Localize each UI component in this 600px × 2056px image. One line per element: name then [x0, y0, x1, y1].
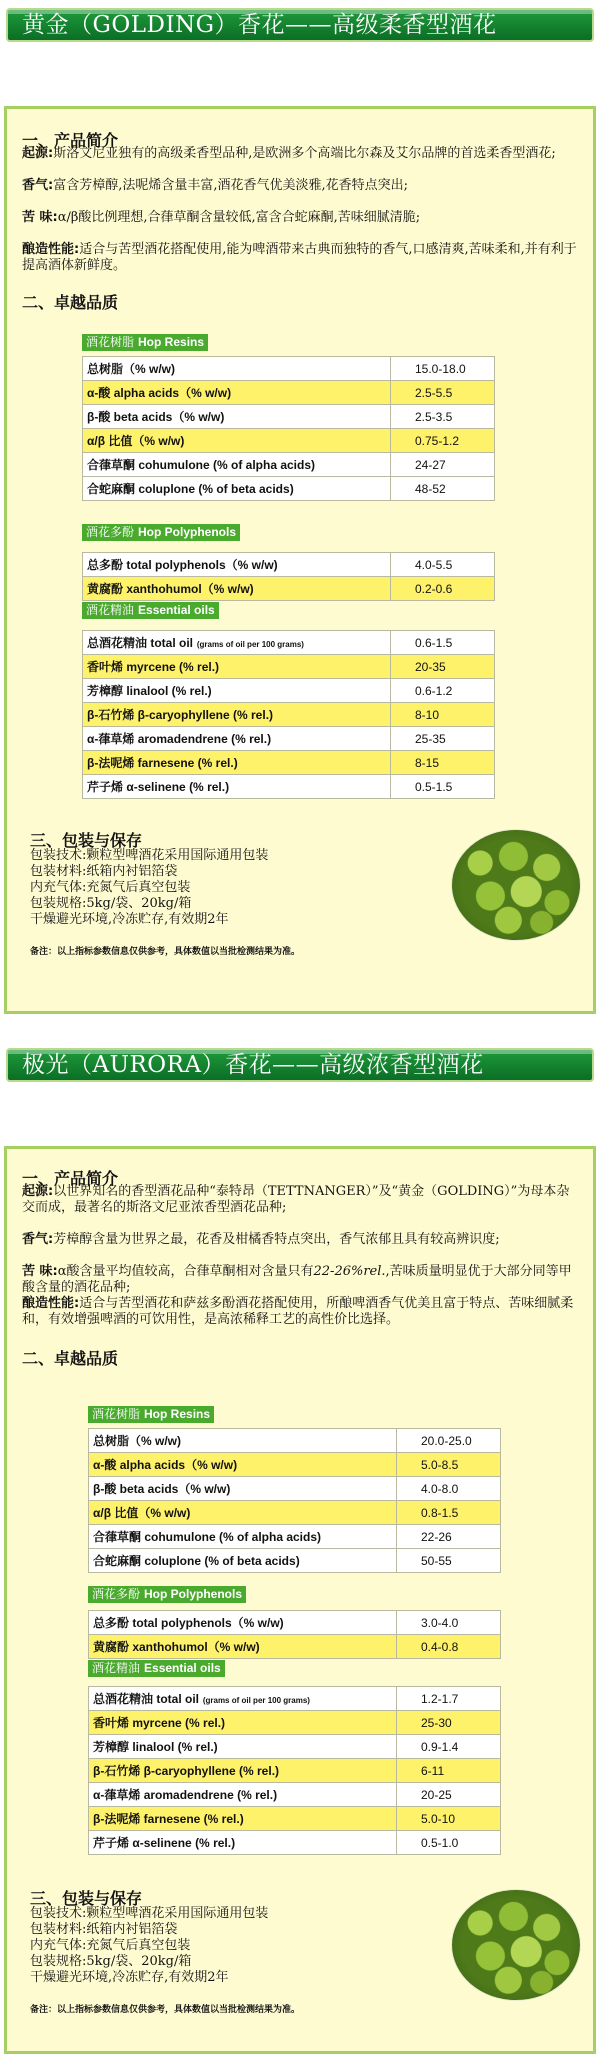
- table-body: [89, 1611, 501, 1659]
- param-name-cell: α-葎草烯 aromadendrene (% rel.): [89, 1783, 397, 1807]
- table-row: [83, 429, 495, 453]
- param-name-cell: 香叶烯 myrcene (% rel.): [89, 1711, 397, 1735]
- param-value-cell: 0.5-1.0: [397, 1831, 501, 1855]
- table-row: [89, 1635, 501, 1659]
- table-row: [89, 1501, 501, 1525]
- intro-brewing: 酿造性能:适合与苦型酒花和萨兹多酚酒花搭配使用，所酿啤酒香气优美且富于特点、苦味细腻柔和，有效增强啤酒的可饮用性，是高浓稀释工艺的高性价比选择。: [22, 1296, 574, 1327]
- intro-bitterness: 苦 味:α酸含量平均值较高，合葎草酮相对含量只有22-26%rel.,苦味质量明显优于大部分同等甲酸含量的酒花品种;: [22, 1264, 572, 1295]
- param-name-cell: α/β 比值（% w/w): [89, 1501, 397, 1525]
- essential-oils-table: [82, 630, 495, 799]
- param-name-cell: 总树脂（% w/w): [83, 357, 391, 381]
- intro-brewing: 酿造性能:适合与苦型酒花搭配使用,能为啤酒带来古典而独特的香气,口感清爽,苦味柔和,并有利于提高酒体新鲜度。: [22, 242, 577, 273]
- param-name-cell: 总树脂（% w/w): [89, 1429, 397, 1453]
- table-row: [83, 577, 495, 601]
- intro-heading: 一、产品简介: [22, 131, 119, 150]
- param-value-cell: 24-27: [391, 453, 495, 477]
- param-value-cell: 0.75-1.2: [391, 429, 495, 453]
- param-value-cell: 50-55: [397, 1549, 501, 1573]
- table-row: [83, 655, 495, 679]
- param-name-cell: β-法呢烯 farnesene (% rel.): [83, 751, 391, 775]
- param-value-cell: 20.0-25.0: [397, 1429, 501, 1453]
- param-name-cell: β-酸 beta acids（% w/w): [89, 1477, 397, 1501]
- intro-bitterness: 苦 味:α/β酸比例理想,合葎草酮含量较低,富含合蛇麻酮,苦味细腻清脆;: [22, 210, 421, 225]
- param-value-cell: 25-35: [391, 727, 495, 751]
- param-name-cell: β-酸 beta acids（% w/w): [83, 405, 391, 429]
- table-row: [89, 1429, 501, 1453]
- group-label-hop-resins: 酒花树脂 Hop Resins: [88, 1406, 214, 1423]
- param-name-cell: 合葎草酮 cohumulone (% of alpha acids): [83, 453, 391, 477]
- param-name-cell: α/β 比值（% w/w): [83, 429, 391, 453]
- param-value-cell: 4.0-8.0: [397, 1477, 501, 1501]
- param-name-cell: α-葎草烯 aromadendrene (% rel.): [83, 727, 391, 751]
- hop-polyphenols-table: [82, 552, 495, 601]
- group-label-hop-polyphenols: 酒花多酚 Hop Polyphenols: [88, 1586, 246, 1603]
- param-value-cell: 2.5-3.5: [391, 405, 495, 429]
- pack-heading: 三、包装与保存: [30, 1889, 143, 1908]
- hop-polyphenols-table: [88, 1610, 501, 1659]
- param-value-cell: 20-35: [391, 655, 495, 679]
- golding-section: [0, 0, 600, 1010]
- group-label-hop-resins: 酒花树脂 Hop Resins: [82, 334, 208, 351]
- hop-pellets-image: [452, 1890, 580, 2000]
- param-name-cell: α-酸 alpha acids（% w/w): [83, 381, 391, 405]
- intro-origin: 起源:以世界知名的香型酒花品种“泰特昂（TETTNANGER）”及“黄金（GOLDING）”为母本杂交而成，最著名的斯洛文尼亚浓香型酒花品种;: [22, 1184, 570, 1215]
- param-name-cell: 总多酚 total polyphenols（% w/w): [89, 1611, 397, 1635]
- param-value-cell: 20-25: [397, 1783, 501, 1807]
- param-name-cell: 香叶烯 myrcene (% rel.): [83, 655, 391, 679]
- group-label-essential-oils: 酒花精油 Essential oils: [82, 602, 219, 619]
- essential-oils-table: [88, 1686, 501, 1855]
- table-row: [83, 703, 495, 727]
- table-row: [83, 405, 495, 429]
- param-value-cell: 1.2-1.7: [397, 1687, 501, 1711]
- pack-lines: 包装技术:颗粒型啤酒花采用国际通用包装 包装材料:纸箱内衬铝箔袋 内充气体:充氮气后真空包装 包装规格:5kg/袋、20kg/箱 干燥避光环境,冷冻贮存,有效期2年: [30, 848, 269, 927]
- param-value-cell: 0.6-1.2: [391, 679, 495, 703]
- param-name-cell: 合蛇麻酮 coluplone (% of beta acids): [89, 1549, 397, 1573]
- param-value-cell: 6-11: [397, 1759, 501, 1783]
- table-row: [89, 1783, 501, 1807]
- param-name-cell: 总酒花精油 total oil (grams of oil per 100 grams): [89, 1687, 397, 1711]
- param-value-cell: 4.0-5.5: [391, 553, 495, 577]
- param-name-cell: 黄腐酚 xanthohumol（% w/w): [83, 577, 391, 601]
- table-row: [89, 1687, 501, 1711]
- param-value-cell: 0.9-1.4: [397, 1735, 501, 1759]
- table-row: [89, 1831, 501, 1855]
- param-value-cell: 48-52: [391, 477, 495, 501]
- param-name-cell: 芹子烯 α-selinene (% rel.): [89, 1831, 397, 1855]
- param-value-cell: 15.0-18.0: [391, 357, 495, 381]
- table-row: [89, 1807, 501, 1831]
- table-row: [83, 453, 495, 477]
- param-value-cell: 0.6-1.5: [391, 631, 495, 655]
- param-name-cell: β-法呢烯 farnesene (% rel.): [89, 1807, 397, 1831]
- hop-resins-table: [88, 1428, 501, 1573]
- table-row: [89, 1611, 501, 1635]
- intro-aroma: 香气:芳樟醇含量为世界之最，花香及柑橘香特点突出，香气浓郁且具有较高辨识度;: [22, 1232, 500, 1247]
- table-body: [83, 357, 495, 501]
- table-row: [89, 1525, 501, 1549]
- param-value-cell: 0.8-1.5: [397, 1501, 501, 1525]
- param-name-cell: 合蛇麻酮 coluplone (% of beta acids): [83, 477, 391, 501]
- pack-lines: 包装技术:颗粒型啤酒花采用国际通用包装 包装材料:纸箱内衬铝箔袋 内充气体:充氮气后真空包装 包装规格:5kg/袋、20kg/箱 干燥避光环境,冷冻贮存,有效期2年: [30, 1906, 269, 1985]
- aurora-section: [0, 1040, 600, 2056]
- section-title: 黄金（GOLDING）香花——高级柔香型酒花: [6, 8, 594, 42]
- param-name-cell: 黄腐酚 xanthohumol（% w/w): [89, 1635, 397, 1659]
- pack-heading: 三、包装与保存: [30, 831, 143, 850]
- param-name-cell: 总酒花精油 total oil (grams of oil per 100 grams): [83, 631, 391, 655]
- table-row: [89, 1477, 501, 1501]
- param-name-cell: 芳樟醇 linalool (% rel.): [83, 679, 391, 703]
- table-row: [83, 751, 495, 775]
- param-name-cell: α-酸 alpha acids（% w/w): [89, 1453, 397, 1477]
- hop-resins-table: [82, 356, 495, 501]
- param-value-cell: 5.0-8.5: [397, 1453, 501, 1477]
- param-value-cell: 22-26: [397, 1525, 501, 1549]
- param-value-cell: 8-15: [391, 751, 495, 775]
- param-name-cell: β-石竹烯 β-caryophyllene (% rel.): [89, 1759, 397, 1783]
- quality-heading: 二、卓越品质: [22, 293, 119, 312]
- param-name-cell: 总多酚 total polyphenols（% w/w): [83, 553, 391, 577]
- group-label-essential-oils: 酒花精油 Essential oils: [88, 1660, 225, 1677]
- param-value-cell: 0.2-0.6: [391, 577, 495, 601]
- param-value-cell: 5.0-10: [397, 1807, 501, 1831]
- param-name-cell: 芳樟醇 linalool (% rel.): [89, 1735, 397, 1759]
- table-body: [83, 553, 495, 601]
- table-row: [83, 357, 495, 381]
- table-row: [89, 1759, 501, 1783]
- quality-heading: 二、卓越品质: [22, 1349, 119, 1368]
- table-row: [83, 775, 495, 799]
- param-name-cell: 芹子烯 α-selinene (% rel.): [83, 775, 391, 799]
- intro-aroma: 香气:富含芳樟醇,法呢烯含量丰富,酒花香气优美淡雅,花香特点突出;: [22, 178, 408, 193]
- table-row: [89, 1735, 501, 1759]
- table-body: [89, 1687, 501, 1855]
- disclaimer-note: 备注：以上指标参数信息仅供参考，具体数值以当批检测结果为准。: [30, 947, 301, 957]
- param-value-cell: 2.5-5.5: [391, 381, 495, 405]
- param-value-cell: 25-30: [397, 1711, 501, 1735]
- hop-pellets-image: [452, 830, 580, 940]
- table-row: [89, 1549, 501, 1573]
- group-label-hop-polyphenols: 酒花多酚 Hop Polyphenols: [82, 524, 240, 541]
- table-body: [89, 1429, 501, 1573]
- table-body: [83, 631, 495, 799]
- param-name-cell: 合葎草酮 cohumulone (% of alpha acids): [89, 1525, 397, 1549]
- param-value-cell: 0.5-1.5: [391, 775, 495, 799]
- param-value-cell: 3.0-4.0: [397, 1611, 501, 1635]
- table-row: [83, 631, 495, 655]
- table-row: [83, 679, 495, 703]
- table-row: [83, 727, 495, 751]
- intro-heading: 一、产品简介: [22, 1169, 119, 1188]
- param-value-cell: 8-10: [391, 703, 495, 727]
- param-value-cell: 0.4-0.8: [397, 1635, 501, 1659]
- table-row: [89, 1711, 501, 1735]
- section-title: 极光（AURORA）香花——高级浓香型酒花: [6, 1048, 594, 1082]
- disclaimer-note: 备注：以上指标参数信息仅供参考，具体数值以当批检测结果为准。: [30, 2005, 301, 2015]
- table-row: [89, 1453, 501, 1477]
- intro-origin: 起源:斯洛文尼亚独有的高级柔香型品种,是欧洲多个高端比尔森及艾尔品牌的首选柔香型酒花;: [22, 146, 556, 161]
- table-row: [83, 381, 495, 405]
- table-row: [83, 553, 495, 577]
- table-row: [83, 477, 495, 501]
- param-name-cell: β-石竹烯 β-caryophyllene (% rel.): [83, 703, 391, 727]
